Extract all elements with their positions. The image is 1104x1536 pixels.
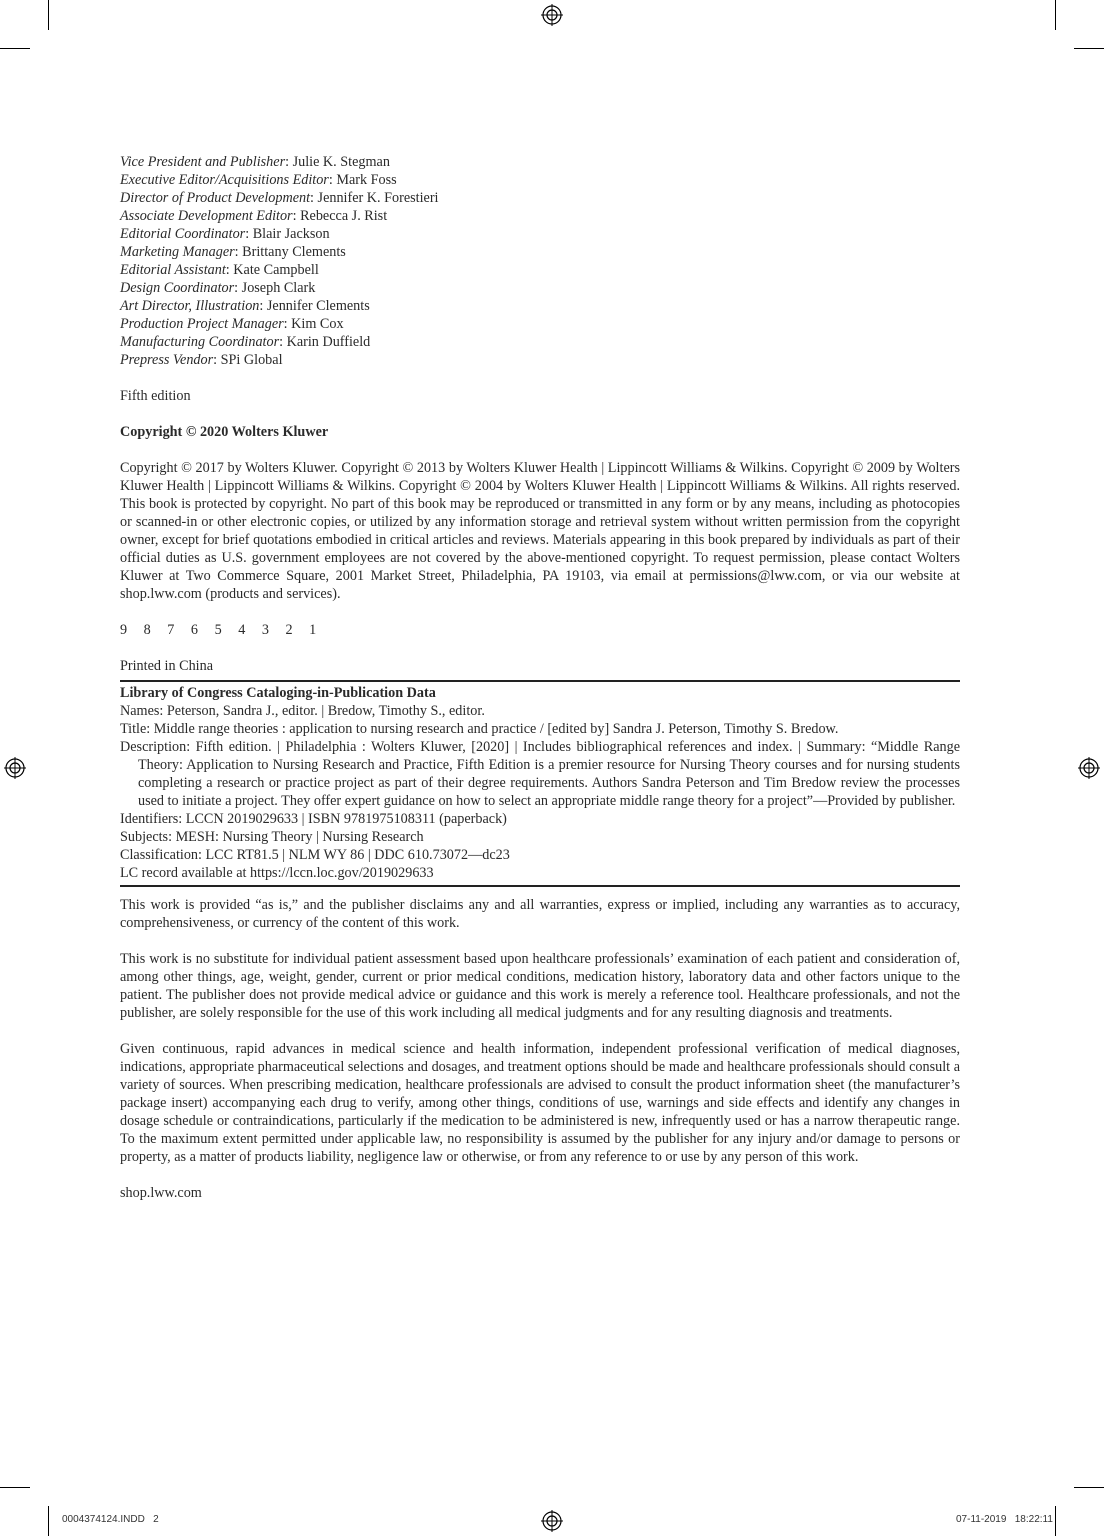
credit-line: Production Project Manager: Kim Cox xyxy=(120,316,344,332)
crop-mark xyxy=(1055,1506,1056,1536)
slug-file: 0004374124.INDD 2 xyxy=(62,1514,159,1525)
slug-timestamp: 07-11-2019 18:22:11 xyxy=(956,1514,1053,1525)
cip-classification: Classification: LCC RT81.5 | NLM WY 86 | DDC 610.73072—dc23 xyxy=(120,847,510,863)
credit-name: Kate Campbell xyxy=(233,262,319,278)
credit-role: Marketing Manager xyxy=(120,244,235,260)
credit-name: Rebecca J. Rist xyxy=(300,208,388,224)
credit-role: Executive Editor/Acquisitions Editor xyxy=(120,172,329,188)
credit-role: Prepress Vendor xyxy=(120,352,214,368)
page-content xyxy=(120,153,960,1202)
crop-mark xyxy=(1055,0,1056,30)
credit-name: Jennifer K. Forestieri xyxy=(317,190,439,206)
cip-block xyxy=(120,684,960,882)
credit-line: Prepress Vendor: SPi Global xyxy=(120,352,283,368)
disclaimer-paragraph: Given continuous, rapid advances in medical science and health information, independent professional verification of medical diagnoses, indications, appropriate pharmaceutical selections and dosages, and treatment options should be made and healthcare professionals should consult a variety of sources. When prescribing medication, healthcare professionals are advised to consult the product information sheet (the manufacturer’s package insert) accompanying each drug to verify, among other things, conditions of use, warnings and side effects and identify any changes in dosage schedule or contraindications, particularly if the medication to be administered is new, infrequently used or has a narrow therapeutic range. To the maximum extent permitted under applicable law, no responsibility is assumed by the publisher for any injury and/or damage to persons or property, as a matter of products liability, negligence law or otherwise, or from any reference to or use by any person of this work. xyxy=(120,1041,960,1165)
cip-identifiers: Identifiers: LCCN 2019029633 | ISBN 9781975108311 (paperback) xyxy=(120,811,507,827)
registration-mark-icon xyxy=(4,757,26,779)
credit-role: Editorial Coordinator xyxy=(120,226,246,242)
credit-role: Design Coordinator xyxy=(120,280,235,296)
website-line: shop.lww.com xyxy=(120,1185,202,1201)
credit-line: Editorial Coordinator: Blair Jackson xyxy=(120,226,330,242)
crop-mark xyxy=(1074,1487,1104,1488)
credit-name: Kim Cox xyxy=(291,316,344,332)
credit-role: Production Project Manager xyxy=(120,316,284,332)
crop-mark xyxy=(48,1506,49,1536)
credit-line: Director of Product Development: Jennifer K. Forestieri xyxy=(120,190,439,206)
credit-role: Manufacturing Coordinator xyxy=(120,334,280,350)
crop-mark xyxy=(1074,48,1104,49)
credit-line: Marketing Manager: Brittany Clements xyxy=(120,244,346,260)
registration-mark-icon xyxy=(541,4,563,26)
credit-role: Associate Development Editor xyxy=(120,208,293,224)
registration-mark-icon xyxy=(1078,757,1100,779)
credit-name: Brittany Clements xyxy=(242,244,346,260)
credit-line: Design Coordinator: Joseph Clark xyxy=(120,280,316,296)
credit-role: Editorial Assistant xyxy=(120,262,226,278)
credit-line: Vice President and Publisher: Julie K. Stegman xyxy=(120,154,390,170)
print-line: 9 8 7 6 5 4 3 2 1 xyxy=(120,622,323,638)
crop-mark xyxy=(48,0,49,30)
credits-list xyxy=(120,153,960,369)
credit-line: Associate Development Editor: Rebecca J. Rist xyxy=(120,208,388,224)
cip-lc-record: LC record available at https://lccn.loc.gov/2019029633 xyxy=(120,865,434,881)
credit-line: Editorial Assistant: Kate Campbell xyxy=(120,262,319,278)
cip-names: Names: Peterson, Sandra J., editor. | Bredow, Timothy S., editor. xyxy=(120,703,485,719)
registration-mark-icon xyxy=(541,1510,563,1532)
cip-description: Description: Fifth edition. | Philadelphia : Wolters Kluwer, [2020] | Includes bibliographical references and index. | Summary: “Middle Range Theory: Application to Nursing Research and Practice, Fifth Edition is a premier resource for Nursing Theory courses and for nursing students completing a research or practice project as part of their degree requirements. Authors Sandra Peterson and Tim Bredow review the processes used to initiate a project. They offer expert guidance on how to select an appropriate middle range theory for a project”—Provided by publisher. xyxy=(120,739,960,809)
credit-name: Blair Jackson xyxy=(252,226,330,242)
disclaimer-paragraph: This work is provided “as is,” and the publisher disclaims any and all warranties, express or implied, including any warranties as to accuracy, comprehensiveness, or currency of the content of this work. xyxy=(120,897,960,931)
credit-name: Mark Foss xyxy=(336,172,397,188)
disclaimer-paragraph: This work is no substitute for individual patient assessment based upon healthcare professionals’ examination of each patient and consideration of, among other things, age, weight, gender, current or prior medical conditions, medication history, laboratory data and other factors unique to the patient. The publisher does not provide medical advice or guidance and this work is merely a reference tool. Healthcare professionals, and not the publisher, are solely responsible for the use of this work including all medical judgments and for any resulting diagnosis and treatments. xyxy=(120,951,960,1021)
credit-line: Manufacturing Coordinator: Karin Duffield xyxy=(120,334,371,350)
credit-line: Art Director, Illustration: Jennifer Clements xyxy=(120,298,370,314)
copyright-heading: Copyright © 2020 Wolters Kluwer xyxy=(120,424,329,440)
crop-mark xyxy=(0,1487,30,1488)
credit-name: Karin Duffield xyxy=(286,334,371,350)
printed-in: Printed in China xyxy=(120,658,214,674)
copyright-paragraph: Copyright © 2017 by Wolters Kluwer. Copyright © 2013 by Wolters Kluwer Health | Lippincott Williams & Wilkins. Copyright © 2009 by Wolters Kluwer Health | Lippincott Williams & Wilkins. Copyright © 2004 by Wolters Kluwer Health | Lippincott Williams & Wilkins. All rights reserved. This book is protected by copyright. No part of this book may be reproduced or transmitted in any form or by any means, including as photocopies or scanned-in or other electronic copies, or utilized by any information storage and retrieval system without written permission from the copyright owner, except for brief quotations embodied in critical articles and reviews. Materials appearing in this book prepared by individuals as part of their official duties as U.S. government employees are not covered by the above-mentioned copyright. To request permission, please contact Wolters Kluwer at Two Commerce Square, 2001 Market Street, Philadelphia, PA 19103, via email at permissions@lww.com, or via our website at shop.lww.com (products and services). xyxy=(120,460,960,602)
credit-role: Vice President and Publisher xyxy=(120,154,286,170)
cip-subjects: Subjects: MESH: Nursing Theory | Nursing Research xyxy=(120,829,424,845)
credit-name: SPi Global xyxy=(220,352,283,368)
credit-name: Joseph Clark xyxy=(241,280,316,296)
crop-mark xyxy=(0,48,30,49)
cip-title: Title: Middle range theories : application to nursing research and practice / [edited by] Sandra J. Peterson, Timothy S. Bredow. xyxy=(120,721,839,737)
credit-name: Jennifer Clements xyxy=(266,298,370,314)
credit-role: Art Director, Illustration xyxy=(120,298,260,314)
credit-line: Executive Editor/Acquisitions Editor: Mark Foss xyxy=(120,172,397,188)
divider xyxy=(120,680,960,682)
credit-role: Director of Product Development xyxy=(120,190,311,206)
credit-name: Julie K. Stegman xyxy=(292,154,390,170)
cip-heading: Library of Congress Cataloging-in-Publication Data xyxy=(120,685,436,701)
edition-line: Fifth edition xyxy=(120,388,191,404)
